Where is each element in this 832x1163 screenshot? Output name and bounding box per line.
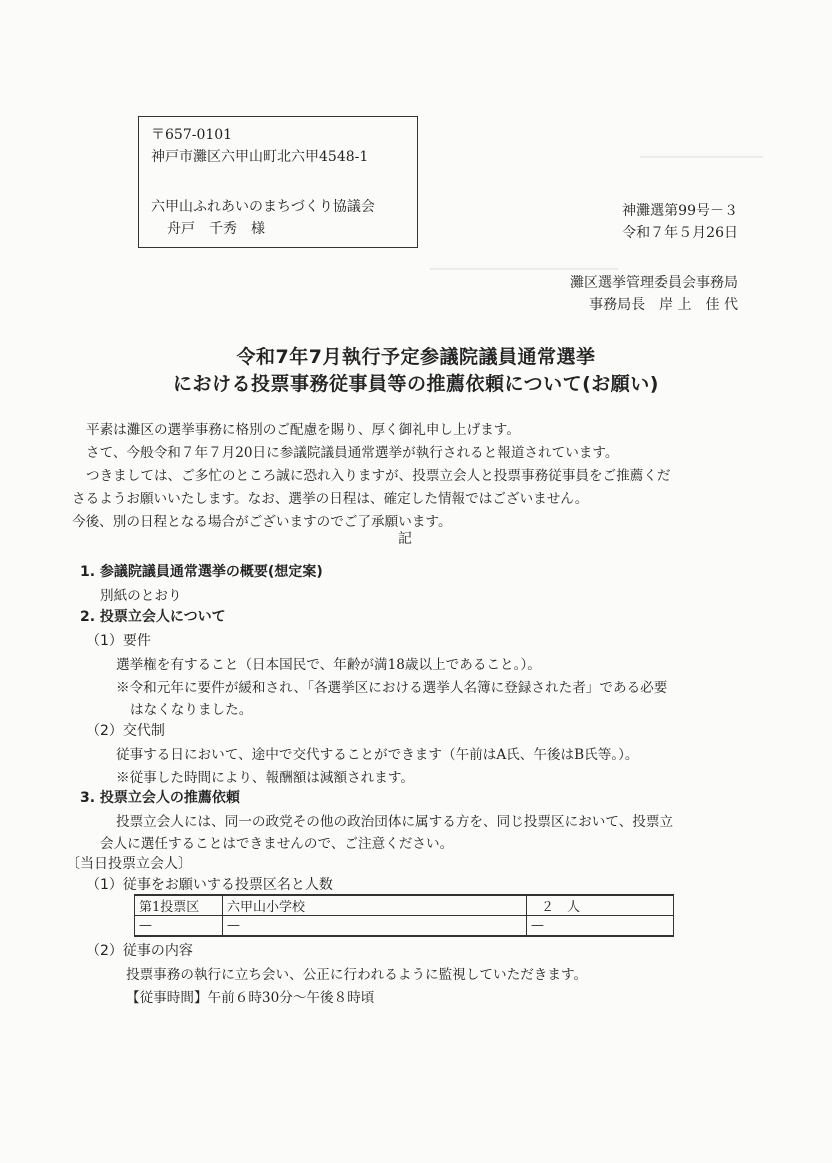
district-cell: 第1投票区: [135, 895, 223, 916]
section2-sub2-body: 従事する日において、途中で交代することができます（午前はA氏、午後はB氏等。）。: [116, 747, 639, 763]
section3-bracket-heading: 〔当日投票立会人〕: [66, 856, 192, 872]
organization-name: 六甲山ふれあいのまちづくり協議会: [151, 199, 375, 215]
place-cell: —: [223, 916, 527, 937]
show-through-text: ━━━━━━━━━━━━━━━━━: [640, 150, 763, 164]
section3-body-b: 会人に選任することはできませんので、ご注意ください。: [100, 836, 454, 852]
show-through-text: ━━━━━━━━━━━━━━━━━━━━━━━━━━: [430, 262, 618, 276]
count-cell: ２ 人: [527, 895, 674, 916]
document-date: 令和７年５月26日: [622, 225, 738, 241]
sender-office: 灘区選挙管理委員会事務局: [570, 275, 738, 291]
intro-paragraph-2: さて、今般令和７年７月20日に参議院議員通常選挙が執行されると報道されています。: [86, 445, 619, 461]
section3-heading: 3. 投票立会人の推薦依頼: [80, 790, 240, 806]
document-title-line2: における投票事務従事員等の推薦依頼について(お願い): [173, 373, 659, 395]
section3-sub2-body: 投票事務の執行に立ち会い、公正に行われるように監視していただきます。: [126, 967, 588, 983]
section1-body: 別紙のとおり: [100, 588, 182, 604]
polling-district-table: [134, 894, 674, 937]
address: 神戸市灘区六甲山町北六甲4548-1: [151, 149, 369, 165]
sender-director: 事務局長 岸 上 佳 代: [589, 297, 738, 313]
section3-body-a: 投票立会人には、同一の政党その他の政治団体に属する方を、同じ投票区において、投票立: [116, 814, 674, 830]
address-box: [138, 116, 418, 248]
section2-heading: 2. 投票立会人について: [80, 609, 226, 625]
reference-number: 神灘選第99号－３: [622, 203, 738, 219]
postal-code: 〒657-0101: [151, 127, 233, 143]
section2-sub2-note: ※従事した時間により、報酬額は減額されます。: [116, 770, 414, 786]
section1-heading: 1. 参議院議員通常選挙の概要(想定案): [80, 564, 323, 580]
work-hours: 【従事時間】午前６時30分～午後８時頃: [126, 990, 375, 1006]
section2-sub1: （1）要件: [86, 633, 151, 649]
section2-sub1-note-b: はなくなりました。: [130, 702, 253, 718]
document-title-line1: 令和7年7月執行予定参議院議員通常選挙: [236, 346, 596, 368]
intro-paragraph-3b: さるようお願いいたします。なお、選挙の日程は、確定した情報ではございません。: [72, 491, 589, 507]
table-row: [135, 895, 674, 916]
table-row: [135, 916, 674, 937]
section2-sub1-body: 選挙権を有すること（日本国民で、年齢が満18歳以上であること。）。: [116, 657, 541, 673]
intro-paragraph-3a: つきましては、ご多忙のところ誠に恐れ入りますが、投票立会人と投票事務従事員をご推薦くだ: [86, 468, 671, 484]
recipient-name: 舟戸 千秀 様: [167, 221, 265, 237]
intro-paragraph-1: 平素は灘区の選挙事務に格別のご配慮を賜り、厚く御礼申し上げます。: [86, 422, 520, 438]
ki-marker: 記: [398, 531, 412, 547]
place-cell: 六甲山小学校: [223, 895, 527, 916]
section3-sub2: （2）従事の内容: [86, 943, 193, 959]
section2-sub1-note-a: ※令和元年に要件が緩和され、「各選挙区における選挙人名簿に登録された者」である必要: [116, 680, 668, 696]
count-cell: —: [527, 916, 674, 937]
section2-sub2: （2）交代制: [86, 723, 165, 739]
district-cell: —: [135, 916, 223, 937]
intro-paragraph-4: 今後、別の日程となる場合がございますのでご了承願います。: [72, 514, 452, 530]
section3-sub1: （1）従事をお願いする投票区名と人数: [86, 877, 333, 893]
